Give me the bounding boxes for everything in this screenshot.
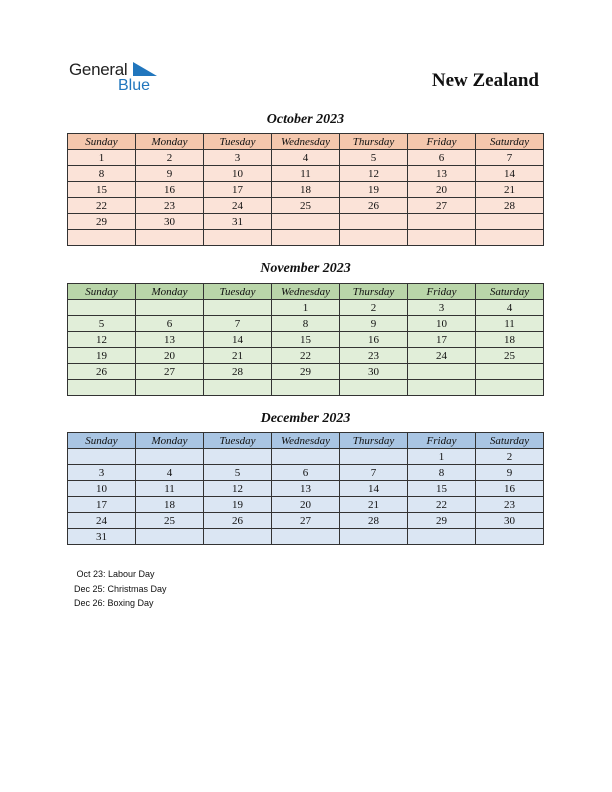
day-cell <box>272 230 340 246</box>
week-row <box>68 529 544 545</box>
weekday-header: Friday <box>408 134 476 150</box>
day-cell: 12 <box>340 166 408 182</box>
day-cell <box>476 380 544 396</box>
logo-triangle-icon <box>133 62 157 76</box>
day-cell: 27 <box>408 198 476 214</box>
day-cell: 9 <box>136 166 204 182</box>
week-row <box>68 465 544 481</box>
day-cell: 25 <box>272 198 340 214</box>
weekday-header: Thursday <box>340 134 408 150</box>
logo-general-text: General <box>69 60 128 79</box>
day-cell: 5 <box>340 150 408 166</box>
holiday-notes <box>74 567 167 611</box>
day-cell: 3 <box>204 150 272 166</box>
month-title: December 2023 <box>260 411 351 426</box>
day-cell <box>476 230 544 246</box>
day-cell <box>340 449 408 465</box>
day-cell: 2 <box>136 150 204 166</box>
country-title: New Zealand <box>431 70 539 91</box>
weekday-header: Monday <box>136 433 204 449</box>
weekday-header: Wednesday <box>272 284 340 300</box>
day-cell <box>272 529 340 545</box>
day-cell: 1 <box>272 300 340 316</box>
day-cell: 11 <box>136 481 204 497</box>
day-cell <box>204 380 272 396</box>
weekday-header: Friday <box>408 284 476 300</box>
weekday-header: Tuesday <box>204 134 272 150</box>
day-cell: 25 <box>476 348 544 364</box>
day-cell: 22 <box>272 348 340 364</box>
day-cell: 19 <box>340 182 408 198</box>
day-cell: 23 <box>136 198 204 214</box>
day-cell: 3 <box>408 300 476 316</box>
weekday-header: Saturday <box>476 134 544 150</box>
day-cell: 5 <box>68 316 136 332</box>
day-cell: 26 <box>204 513 272 529</box>
day-cell: 13 <box>408 166 476 182</box>
day-cell: 18 <box>476 332 544 348</box>
weekday-header: Sunday <box>68 433 136 449</box>
week-row <box>68 182 544 198</box>
day-cell: 1 <box>68 150 136 166</box>
weekday-header: Friday <box>408 433 476 449</box>
day-cell <box>340 214 408 230</box>
holiday-note: Dec 26: Boxing Day <box>74 598 154 608</box>
day-cell: 4 <box>476 300 544 316</box>
day-cell: 23 <box>340 348 408 364</box>
day-cell: 26 <box>340 198 408 214</box>
day-cell: 18 <box>136 497 204 513</box>
day-cell: 22 <box>68 198 136 214</box>
day-cell: 23 <box>476 497 544 513</box>
weekday-header: Monday <box>136 134 204 150</box>
day-cell: 1 <box>408 449 476 465</box>
week-row <box>68 348 544 364</box>
day-cell: 17 <box>68 497 136 513</box>
day-cell: 8 <box>272 316 340 332</box>
day-cell: 17 <box>408 332 476 348</box>
day-cell <box>476 364 544 380</box>
week-row <box>68 214 544 230</box>
month-title: November 2023 <box>260 261 351 276</box>
weekday-header: Saturday <box>476 433 544 449</box>
day-cell: 12 <box>204 481 272 497</box>
day-cell: 7 <box>204 316 272 332</box>
week-row <box>68 300 544 316</box>
month-calendar-table <box>67 283 544 396</box>
day-cell: 13 <box>272 481 340 497</box>
week-row <box>68 150 544 166</box>
day-cell: 20 <box>136 348 204 364</box>
day-cell: 24 <box>68 513 136 529</box>
week-row <box>68 166 544 182</box>
day-cell <box>340 230 408 246</box>
weekday-header: Sunday <box>68 134 136 150</box>
day-cell: 8 <box>68 166 136 182</box>
day-cell: 3 <box>68 465 136 481</box>
logo-blue-text: Blue <box>118 77 151 94</box>
day-cell: 19 <box>204 497 272 513</box>
day-cell <box>68 300 136 316</box>
day-cell <box>68 449 136 465</box>
day-cell: 7 <box>340 465 408 481</box>
day-cell: 14 <box>476 166 544 182</box>
day-cell: 29 <box>272 364 340 380</box>
day-cell: 14 <box>204 332 272 348</box>
day-cell: 7 <box>476 150 544 166</box>
day-cell: 19 <box>68 348 136 364</box>
weekday-header: Thursday <box>340 433 408 449</box>
day-cell: 20 <box>408 182 476 198</box>
week-row <box>68 332 544 348</box>
week-row <box>68 316 544 332</box>
weekday-header: Wednesday <box>272 134 340 150</box>
weekday-header: Saturday <box>476 284 544 300</box>
weekday-header: Monday <box>136 284 204 300</box>
week-row <box>68 364 544 380</box>
weekday-header: Wednesday <box>272 433 340 449</box>
holiday-note: Oct 23: Labour Day <box>74 569 155 579</box>
day-cell <box>408 364 476 380</box>
day-cell: 20 <box>272 497 340 513</box>
week-row <box>68 497 544 513</box>
day-cell: 15 <box>68 182 136 198</box>
day-cell <box>204 300 272 316</box>
day-cell <box>476 214 544 230</box>
day-cell: 6 <box>272 465 340 481</box>
day-cell: 2 <box>340 300 408 316</box>
day-cell: 28 <box>476 198 544 214</box>
month-calendar-table <box>67 133 544 246</box>
day-cell <box>408 529 476 545</box>
day-cell: 6 <box>136 316 204 332</box>
day-cell: 18 <box>272 182 340 198</box>
day-cell: 30 <box>136 214 204 230</box>
day-cell: 6 <box>408 150 476 166</box>
day-cell <box>136 300 204 316</box>
week-row <box>68 481 544 497</box>
day-cell <box>204 449 272 465</box>
day-cell: 9 <box>476 465 544 481</box>
weekday-header: Tuesday <box>204 433 272 449</box>
day-cell: 30 <box>476 513 544 529</box>
day-cell: 16 <box>340 332 408 348</box>
day-cell: 29 <box>68 214 136 230</box>
day-cell: 24 <box>408 348 476 364</box>
week-row <box>68 380 544 396</box>
day-cell: 21 <box>476 182 544 198</box>
day-cell: 16 <box>476 481 544 497</box>
day-cell: 8 <box>408 465 476 481</box>
day-cell <box>340 529 408 545</box>
day-cell <box>136 449 204 465</box>
day-cell: 15 <box>408 481 476 497</box>
day-cell: 26 <box>68 364 136 380</box>
day-cell <box>204 230 272 246</box>
day-cell: 31 <box>68 529 136 545</box>
day-cell: 9 <box>340 316 408 332</box>
day-cell: 10 <box>408 316 476 332</box>
day-cell <box>136 230 204 246</box>
weekday-header: Sunday <box>68 284 136 300</box>
day-cell: 16 <box>136 182 204 198</box>
day-cell: 28 <box>204 364 272 380</box>
day-cell: 13 <box>136 332 204 348</box>
day-cell: 15 <box>272 332 340 348</box>
logo <box>69 60 179 96</box>
day-cell: 4 <box>136 465 204 481</box>
day-cell <box>272 449 340 465</box>
day-cell: 29 <box>408 513 476 529</box>
day-cell: 11 <box>272 166 340 182</box>
day-cell: 14 <box>340 481 408 497</box>
week-row <box>68 513 544 529</box>
week-row <box>68 449 544 465</box>
day-cell: 31 <box>204 214 272 230</box>
day-cell: 5 <box>204 465 272 481</box>
month-title: October 2023 <box>266 112 345 127</box>
day-cell: 21 <box>204 348 272 364</box>
weekday-header-row <box>68 134 544 150</box>
day-cell <box>136 529 204 545</box>
day-cell <box>272 214 340 230</box>
day-cell: 25 <box>136 513 204 529</box>
weekday-header: Thursday <box>340 284 408 300</box>
day-cell <box>408 380 476 396</box>
day-cell: 2 <box>476 449 544 465</box>
holiday-note: Dec 25: Christmas Day <box>74 583 167 594</box>
day-cell: 4 <box>272 150 340 166</box>
day-cell <box>340 380 408 396</box>
day-cell: 10 <box>68 481 136 497</box>
day-cell: 27 <box>136 364 204 380</box>
weekday-header-row <box>68 433 544 449</box>
day-cell: 11 <box>476 316 544 332</box>
day-cell <box>408 214 476 230</box>
day-cell <box>68 230 136 246</box>
week-row <box>68 230 544 246</box>
day-cell: 22 <box>408 497 476 513</box>
weekday-header-row <box>68 284 544 300</box>
day-cell <box>204 529 272 545</box>
day-cell: 30 <box>340 364 408 380</box>
weekday-header: Tuesday <box>204 284 272 300</box>
day-cell <box>476 529 544 545</box>
day-cell <box>68 380 136 396</box>
week-row <box>68 198 544 214</box>
day-cell: 27 <box>272 513 340 529</box>
day-cell: 21 <box>340 497 408 513</box>
day-cell <box>136 380 204 396</box>
day-cell: 12 <box>68 332 136 348</box>
day-cell <box>272 380 340 396</box>
day-cell <box>408 230 476 246</box>
day-cell: 24 <box>204 198 272 214</box>
day-cell: 10 <box>204 166 272 182</box>
month-calendar-table <box>67 432 544 545</box>
day-cell: 28 <box>340 513 408 529</box>
day-cell: 17 <box>204 182 272 198</box>
